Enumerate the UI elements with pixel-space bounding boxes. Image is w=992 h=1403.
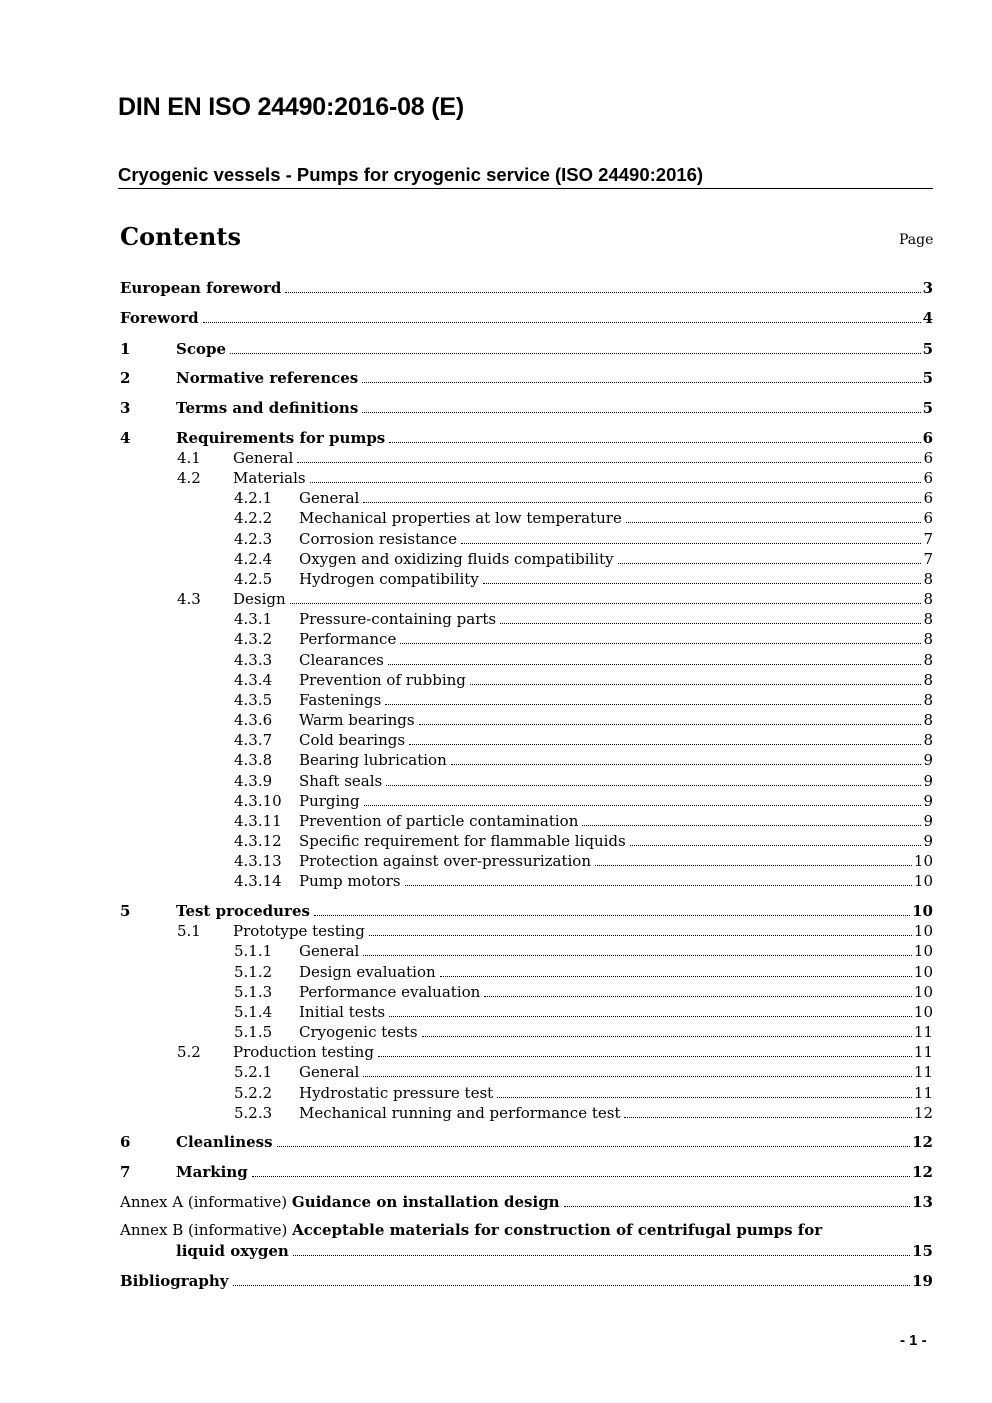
toc-entry-4-3-4[interactable] [120,670,933,690]
toc-entry-title: Prevention of particle contamination [299,812,579,830]
toc-entry-title: Protection against over-pressurization [299,852,591,870]
toc-entry-number: 4.1 [177,449,201,467]
toc-entry-title: Corrosion resistance [299,530,457,548]
toc-entry-title: Specific requirement for flammable liquids [299,832,626,850]
toc-entry-page: 9 [923,812,933,830]
toc-entry-number: 2 [120,369,131,387]
toc-entry-title: Purging [299,792,360,810]
toc-entry-5-2-3[interactable] [120,1103,933,1123]
toc-entry-page: 8 [923,731,933,749]
toc-entry-number: 5.2 [177,1043,201,1061]
toc-entry-title: Cleanliness [176,1133,273,1151]
toc-entry-foreword[interactable] [120,308,933,328]
toc-entry-number: 5.1.5 [234,1023,273,1041]
toc-entry-number: 5.1.3 [234,983,273,1001]
toc-entry-5-1-4[interactable] [120,1002,933,1022]
toc-entry-5-1[interactable] [120,921,933,941]
toc-entry-number: 4.3.7 [234,731,273,749]
toc-entry-page: 9 [923,832,933,850]
toc-entry-page: 8 [923,630,933,648]
annex-prefix: Annex A (informative) [120,1193,292,1211]
toc-entry-page: 6 [923,509,933,527]
toc-entry-number: 4.3.13 [234,852,282,870]
toc-entry-title: Bearing lubrication [299,751,447,769]
toc-entry-number: 5.1.1 [234,942,273,960]
toc-entry-page: 12 [913,1104,933,1122]
toc-entry-number: 6 [120,1133,131,1151]
toc-entry-number: 5.1 [177,922,201,940]
toc-entry-number: 4.3 [177,590,201,608]
toc-entry-title: Design evaluation [299,963,436,981]
toc-entry-4-2-5[interactable] [120,569,933,589]
toc-entry-title: Mechanical properties at low temperature [299,509,622,527]
toc-entry-terms-definitions[interactable] [120,398,933,418]
toc-entry-page: 9 [923,772,933,790]
toc-entry-4-3-11[interactable] [120,811,933,831]
toc-entry-page: 9 [923,792,933,810]
toc-entry-page: 7 [923,550,933,568]
toc-entry-page: 11 [913,1063,933,1081]
document-title: DIN EN ISO 24490:2016-08 (E) [118,93,464,121]
toc-entry-number: 4.2.5 [234,570,273,588]
toc-entry-4-2-1[interactable] [120,488,933,508]
document-subtitle: Cryogenic vessels - Pumps for cryogenic service (ISO 24490:2016) [118,164,933,189]
toc-entry-page: 8 [923,671,933,689]
toc-entry-title: Initial tests [299,1003,386,1021]
toc-entry-number: 4.3.6 [234,711,273,729]
toc-entry-number: 4.3.1 [234,610,273,628]
toc-entry-4-3-13[interactable] [120,851,933,871]
toc-entry-scope[interactable] [120,339,933,359]
toc-entry-4-3-8[interactable] [120,750,933,770]
toc-entry-number: 1 [120,340,131,358]
page-column-label: Page [899,232,934,248]
toc-entry-page: 5 [922,399,933,417]
toc-entry-normative-references[interactable] [120,368,933,388]
annex-title: Guidance on installation design [291,1193,560,1211]
toc-entry-european-foreword[interactable] [120,278,933,298]
toc-entry-title: Performance evaluation [299,983,481,1001]
toc-entry-title: Fastenings [299,691,382,709]
toc-entry-number: 7 [120,1163,131,1181]
toc-entry-page: 10 [913,942,933,960]
toc-entry-number: 4.2.2 [234,509,273,527]
toc-entry-page: 8 [923,590,933,608]
toc-entry-number: 4.2.1 [234,489,273,507]
toc-entry-number: 4.3.8 [234,751,273,769]
toc-entry-number: 4.3.4 [234,671,273,689]
toc-entry-4-3-6[interactable] [120,710,933,730]
toc-entry-page: 4 [922,309,933,327]
toc-entry-test-procedures[interactable] [120,901,933,921]
toc-entry-title: Shaft seals [299,772,383,790]
toc-entry-page: 9 [923,751,933,769]
toc-entry-number: 5.2.1 [234,1063,273,1081]
toc-entry-number: 4.3.10 [234,792,282,810]
toc-entry-number: 5.1.4 [234,1003,273,1021]
toc-entry-title: Clearances [299,651,384,669]
toc-entry-4-3-2[interactable] [120,629,933,649]
toc-entry-4-3-5[interactable] [120,690,933,710]
toc-entry-4-2-2[interactable] [120,508,933,528]
toc-entry-4-3-12[interactable] [120,831,933,851]
toc-entry-5-2-2[interactable] [120,1083,933,1103]
toc-entry-title [120,1192,562,1212]
toc-entry-page: 6 [923,489,933,507]
toc-entry-title: Production testing [233,1043,374,1061]
toc-entry-title: Bibliography [120,1272,229,1290]
toc-entry-number: 4.3.11 [234,812,282,830]
toc-entry-page: 10 [913,852,933,870]
toc-entry-page: 11 [913,1023,933,1041]
toc-entry-page: 8 [923,691,933,709]
toc-entry-number: 5.2.2 [234,1084,273,1102]
toc-entry-title: Marking [176,1163,248,1181]
toc-entry-title: Performance [299,630,397,648]
toc-entry-4-2-3[interactable] [120,529,933,549]
annex-prefix: Annex B (informative) [120,1221,293,1239]
toc-entry-title: Pressure-containing parts [299,610,497,628]
toc-entry-page: 8 [923,570,933,588]
toc-entry-4-3-10[interactable] [120,791,933,811]
toc-entry-5-1-5[interactable] [120,1022,933,1042]
toc-entry-page: 8 [923,711,933,729]
toc-entry-bibliography[interactable] [120,1271,933,1291]
toc-entry-number: 4.3.14 [234,872,282,890]
toc-entry-number: 4.2.4 [234,550,273,568]
toc-entry-5-1-2[interactable] [120,962,933,982]
contents-heading: Contents [120,222,241,251]
toc-entry-4-3-9[interactable] [120,771,933,791]
toc-entry-title [120,1220,824,1240]
toc-entry-title: Oxygen and oxidizing fluids compatibility [299,550,614,568]
toc-entry-4-2-4[interactable] [120,549,933,569]
toc-entry-annex-b[interactable] [120,1220,933,1240]
toc-entry-annex-a[interactable] [120,1192,933,1212]
toc-entry-page: 6 [922,429,933,447]
toc-entry-page: 10 [913,922,933,940]
toc-entry-title: Design [233,590,286,608]
toc-entry-title: Cold bearings [299,731,406,749]
toc-entry-page: 7 [923,530,933,548]
toc-entry-page: 11 [913,1084,933,1102]
toc-entry-title: General [299,489,360,507]
toc-entry-title: General [299,942,360,960]
toc-entry-5-1-1[interactable] [120,941,933,961]
toc-entry-title: Pump motors [299,872,401,890]
toc-entry-number: 5.2.3 [234,1104,273,1122]
toc-entry-page: 12 [912,1133,933,1151]
toc-entry-4-2[interactable] [120,468,933,488]
toc-entry-title: Mechanical running and performance test [299,1104,621,1122]
toc-entry-title: European foreword [120,279,282,297]
toc-entry-page: 6 [923,469,933,487]
toc-entry-page: 5 [922,369,933,387]
toc-entry-page: 5 [922,340,933,358]
toc-entry-number: 4.3.5 [234,691,273,709]
toc-entry-title: General [233,449,294,467]
toc-entry-title: Cryogenic tests [299,1023,418,1041]
toc-entry-title: Normative references [176,369,359,387]
toc-entry-title: Prevention of rubbing [299,671,466,689]
toc-entry-title: Terms and definitions [176,399,359,417]
toc-entry-4-3-1[interactable] [120,609,933,629]
toc-entry-4-3-14[interactable] [120,871,933,891]
toc-entry-page: 10 [913,872,933,890]
toc-entry-title: Hydrogen compatibility [299,570,479,588]
toc-entry-5-2-1[interactable] [120,1062,933,1082]
toc-entry-number: 3 [120,399,131,417]
toc-entry-title: Materials [233,469,306,487]
toc-entry-cleanliness[interactable] [120,1132,933,1152]
toc-entry-page: 15 [912,1242,933,1260]
toc-entry-title: Requirements for pumps [176,429,386,447]
toc-entry-number: 4.2.3 [234,530,273,548]
toc-entry-page: 13 [912,1193,933,1211]
toc-entry-number: 5.1.2 [234,963,273,981]
toc-entry-5-2[interactable] [120,1042,933,1062]
toc-entry-page: 12 [912,1163,933,1181]
toc-entry-number: 4.3.3 [234,651,273,669]
toc-entry-number: 4 [120,429,131,447]
toc-entry-marking[interactable] [120,1162,933,1182]
page-number-footer: - 1 - [900,1332,927,1349]
toc-entry-page: 3 [922,279,933,297]
toc-entry-page: 10 [912,902,933,920]
toc-entry-requirements-pumps[interactable] [120,428,933,448]
toc-entry-title: General [299,1063,360,1081]
toc-entry-4-3-7[interactable] [120,730,933,750]
toc-entry-title: Scope [176,340,227,358]
toc-entry-number: 4.3.9 [234,772,273,790]
toc-entry-title: Foreword [120,309,199,327]
toc-entry-page: 11 [913,1043,933,1061]
toc-entry-number: 4.2 [177,469,201,487]
toc-entry-page: 10 [913,963,933,981]
annex-title: Acceptable materials for construction of centrifugal pumps for [292,1221,823,1239]
toc-entry-title: Test procedures [176,902,310,920]
toc-entry-annex-b-continuation[interactable] [120,1241,933,1261]
toc-entry-title: liquid oxygen [176,1242,289,1260]
toc-entry-number: 5 [120,902,131,920]
toc-entry-4-3[interactable] [120,589,933,609]
toc-entry-page: 10 [913,983,933,1001]
toc-entry-page: 10 [913,1003,933,1021]
toc-entry-number: 4.3.2 [234,630,273,648]
toc-entry-4-1[interactable] [120,448,933,468]
toc-entry-title: Prototype testing [233,922,365,940]
toc-entry-page: 19 [912,1272,933,1290]
toc-entry-page: 8 [923,651,933,669]
toc-entry-page: 6 [923,449,933,467]
toc-entry-page: 8 [923,610,933,628]
toc-entry-title: Hydrostatic pressure test [299,1084,494,1102]
toc-entry-5-1-3[interactable] [120,982,933,1002]
toc-entry-title: Warm bearings [299,711,415,729]
toc-entry-4-3-3[interactable] [120,650,933,670]
toc-entry-number: 4.3.12 [234,832,282,850]
